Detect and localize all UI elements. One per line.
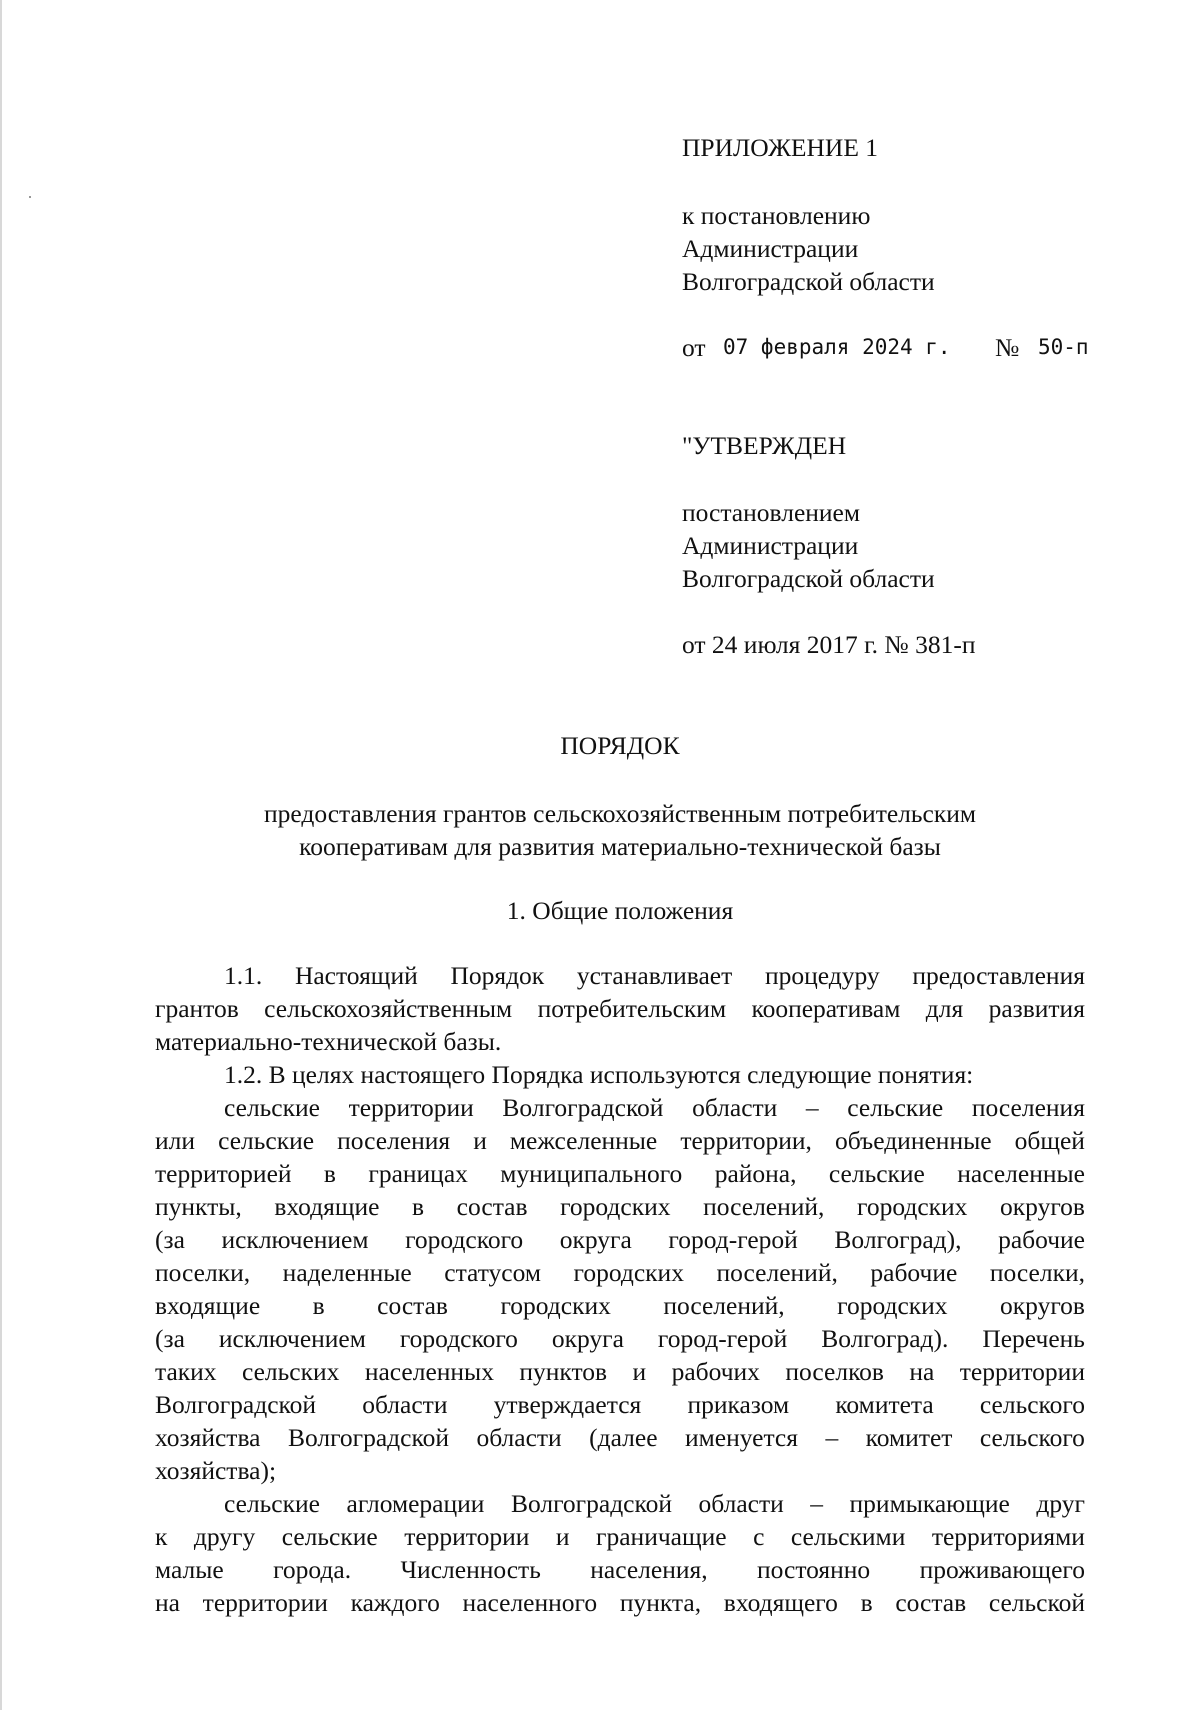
body-word: сельские [218, 1126, 315, 1155]
section-heading: 1. Общие положения [506, 896, 734, 925]
body-word: приказом [687, 1390, 790, 1419]
body-word: в [412, 1192, 425, 1221]
body-word: развития [988, 994, 1085, 1023]
body-line [155, 1322, 1085, 1355]
body-word: территории, [680, 1126, 812, 1155]
body-word: комитет [865, 1423, 953, 1452]
body-word: – [825, 1423, 839, 1452]
body-word: друг [1036, 1489, 1085, 1518]
body-word: населения, [590, 1555, 708, 1584]
body-line [155, 1256, 1085, 1289]
body-word: границах [368, 1159, 468, 1188]
approved-line: Администрации [682, 531, 859, 560]
body-word: межселенные [509, 1126, 658, 1155]
body-word: городских [560, 1192, 671, 1221]
body-word: и [555, 1522, 570, 1551]
body-word: входящего [723, 1588, 838, 1617]
body-word: каждого [350, 1588, 440, 1617]
body-word: поселки, [155, 1258, 251, 1287]
date-prefix: от [682, 333, 706, 362]
body-word: Порядок [450, 961, 545, 990]
approved-block [682, 429, 846, 462]
body-word: Перечень [982, 1324, 1085, 1353]
body-word: поселки, [989, 1258, 1085, 1287]
body-line [155, 1388, 1085, 1421]
body-word: Волгоградской [155, 1390, 317, 1419]
decree-line: Волгоградской области [682, 267, 935, 296]
body-word: района, [714, 1159, 797, 1188]
body-word: потребительским [537, 994, 727, 1023]
body-word: области [476, 1423, 562, 1452]
number-value: 50-п [1038, 335, 1089, 359]
body-word: городского [399, 1324, 518, 1353]
body-word: поселений, [703, 1192, 825, 1221]
approved-date-line [682, 628, 976, 661]
body-word: пунктов [519, 1357, 608, 1386]
body-word: Волгоградской [502, 1093, 664, 1122]
body-word: области [698, 1489, 784, 1518]
body-word: (далее [589, 1423, 658, 1452]
approved-line: Волгоградской области [682, 564, 935, 593]
appendix-block [682, 131, 878, 164]
document-title: ПОРЯДОК [560, 731, 680, 760]
body-line [155, 1553, 1085, 1586]
body-word: территории [959, 1357, 1085, 1386]
body-word: поселений, [663, 1291, 785, 1320]
body-word: рабочих [671, 1357, 760, 1386]
body-word: населенных [364, 1357, 494, 1386]
body-word: и [473, 1126, 487, 1155]
body-line [155, 1289, 1085, 1322]
body-word: сельскими [790, 1522, 906, 1551]
body-word: комитета [835, 1390, 934, 1419]
body-word: территории [202, 1588, 328, 1617]
body-line [155, 1157, 1085, 1190]
body-word: населенные [957, 1159, 1085, 1188]
body-word: сельские [281, 1522, 378, 1551]
body-word: Волгоградской [287, 1423, 449, 1452]
body-line [155, 992, 1085, 1025]
subtitle-line: предоставления грантов сельскохозяйственным потребительским [263, 799, 977, 828]
body-word: сельские [224, 1489, 320, 1518]
body-line [155, 1091, 1085, 1124]
body-text [155, 959, 1085, 1619]
body-word: примыкающие [849, 1489, 1010, 1518]
body-word: округа [559, 1225, 632, 1254]
body-word: Волгоград). [821, 1324, 949, 1353]
body-word: или [155, 1126, 196, 1155]
body-word: пункта, [619, 1588, 702, 1617]
body-word: (за [155, 1324, 185, 1353]
body-word: наделенные [282, 1258, 412, 1287]
body-word: городских [837, 1291, 948, 1320]
body-word: рабочие [998, 1225, 1085, 1254]
document-subtitle [155, 797, 1085, 863]
body-word: на [909, 1357, 935, 1386]
body-word: пункты, [155, 1192, 242, 1221]
body-word: и [632, 1357, 647, 1386]
body-word: Численность [400, 1555, 541, 1584]
body-line [155, 1421, 1085, 1454]
number-prefix: № [995, 333, 1020, 362]
body-word: поселков [785, 1357, 884, 1386]
body-word: города. [273, 1555, 352, 1584]
body-line [155, 1355, 1085, 1388]
body-word: малые [155, 1555, 224, 1584]
body-word: округа [551, 1324, 624, 1353]
appendix-title: ПРИЛОЖЕНИЕ 1 [682, 133, 879, 162]
body-word: сельские [828, 1159, 925, 1188]
date-value: 07 февраля 2024 г. [723, 335, 951, 359]
body-line [155, 1586, 1085, 1619]
body-line [155, 1487, 1085, 1520]
appendix-decree-reference [682, 199, 935, 298]
body-word: Настоящий [294, 961, 418, 990]
body-word: для [925, 994, 964, 1023]
body-word: сельскохозяйственным [264, 994, 513, 1023]
approved-title: "УТВЕРЖДЕН [682, 431, 847, 460]
appendix-date-number [682, 331, 1092, 364]
decree-line: Администрации [682, 234, 859, 263]
body-word: исключением [218, 1324, 366, 1353]
body-word: предоставления [912, 961, 1085, 990]
body-word: населенного [462, 1588, 598, 1617]
body-word: к [155, 1522, 168, 1551]
body-word: состав [456, 1192, 528, 1221]
body-line [155, 1190, 1085, 1223]
body-word: городского [405, 1225, 524, 1254]
body-word: в [312, 1291, 325, 1320]
body-word: области [692, 1093, 778, 1122]
body-line: материально-технической базы. [155, 1027, 502, 1056]
body-word: сельского [979, 1423, 1085, 1452]
body-word: город-герой [668, 1225, 798, 1254]
body-line: 1.2. В целях настоящего Порядка используются следующие понятия: [224, 1060, 974, 1089]
body-word: поселения [337, 1126, 451, 1155]
body-word: состав [895, 1588, 967, 1617]
body-word: другу [193, 1522, 256, 1551]
body-word: кооперативам [751, 994, 901, 1023]
body-word: проживающего [919, 1555, 1085, 1584]
scan-left-edge [0, 0, 2, 1710]
body-word: процедуру [764, 961, 880, 990]
body-word: на [155, 1588, 180, 1617]
body-word: общей [1014, 1126, 1085, 1155]
approved-date: от 24 июля 2017 г. № 381-п [682, 630, 976, 659]
decree-line: к постановлению [682, 201, 871, 230]
body-word: территории [404, 1522, 530, 1551]
subtitle-line: кооперативам для развития материально-технической базы [299, 832, 941, 861]
body-word: именуется [685, 1423, 798, 1452]
body-word: территорией [155, 1159, 292, 1188]
body-word: с [753, 1522, 765, 1551]
body-word: граничащие [596, 1522, 727, 1551]
body-word: сельского [979, 1390, 1085, 1419]
body-word: утверждается [493, 1390, 642, 1419]
body-word: в [323, 1159, 336, 1188]
body-word: устанавливает [576, 961, 733, 990]
body-word: агломерации [346, 1489, 485, 1518]
body-word: объединенные [834, 1126, 992, 1155]
body-line [155, 1520, 1085, 1553]
body-word: – [810, 1489, 824, 1518]
body-word: (за [155, 1225, 185, 1254]
body-word: состав [377, 1291, 448, 1320]
body-word: – [805, 1093, 819, 1122]
body-word: Волгоградской [510, 1489, 672, 1518]
approved-decree-reference [682, 496, 935, 595]
body-word: поселения [971, 1093, 1085, 1122]
body-word: входящие [274, 1192, 380, 1221]
body-word: входящие [155, 1291, 261, 1320]
body-word: округов [1000, 1192, 1085, 1221]
body-word: статусом [444, 1258, 541, 1287]
body-line [155, 959, 1085, 992]
body-word: территориями [931, 1522, 1085, 1551]
body-line [155, 1223, 1085, 1256]
body-word: области [362, 1390, 448, 1419]
body-word: поселений, [716, 1258, 838, 1287]
body-word: город-герой [657, 1324, 788, 1353]
body-word: хозяйства [155, 1423, 261, 1452]
body-line: хозяйства); [155, 1456, 277, 1485]
body-word: сельские [224, 1093, 320, 1122]
body-word: в [860, 1588, 873, 1617]
body-word: округов [1000, 1291, 1085, 1320]
body-word: муниципального [500, 1159, 683, 1188]
body-word: Волгоград), [834, 1225, 962, 1254]
body-word: городских [500, 1291, 611, 1320]
body-word: сельских [241, 1357, 340, 1386]
body-word: постоянно [756, 1555, 871, 1584]
approved-line: постановлением [682, 498, 861, 527]
body-word: городских [573, 1258, 684, 1287]
scan-speck [29, 196, 31, 198]
body-word: 1.1. [224, 961, 263, 990]
body-word: рабочие [870, 1258, 958, 1287]
body-word: сельские [847, 1093, 944, 1122]
body-word: сельской [988, 1588, 1085, 1617]
body-line [155, 1124, 1085, 1157]
body-word: таких [155, 1357, 217, 1386]
body-word: территории [348, 1093, 474, 1122]
body-word: грантов [155, 994, 239, 1023]
body-word: исключением [221, 1225, 369, 1254]
body-word: городских [857, 1192, 968, 1221]
